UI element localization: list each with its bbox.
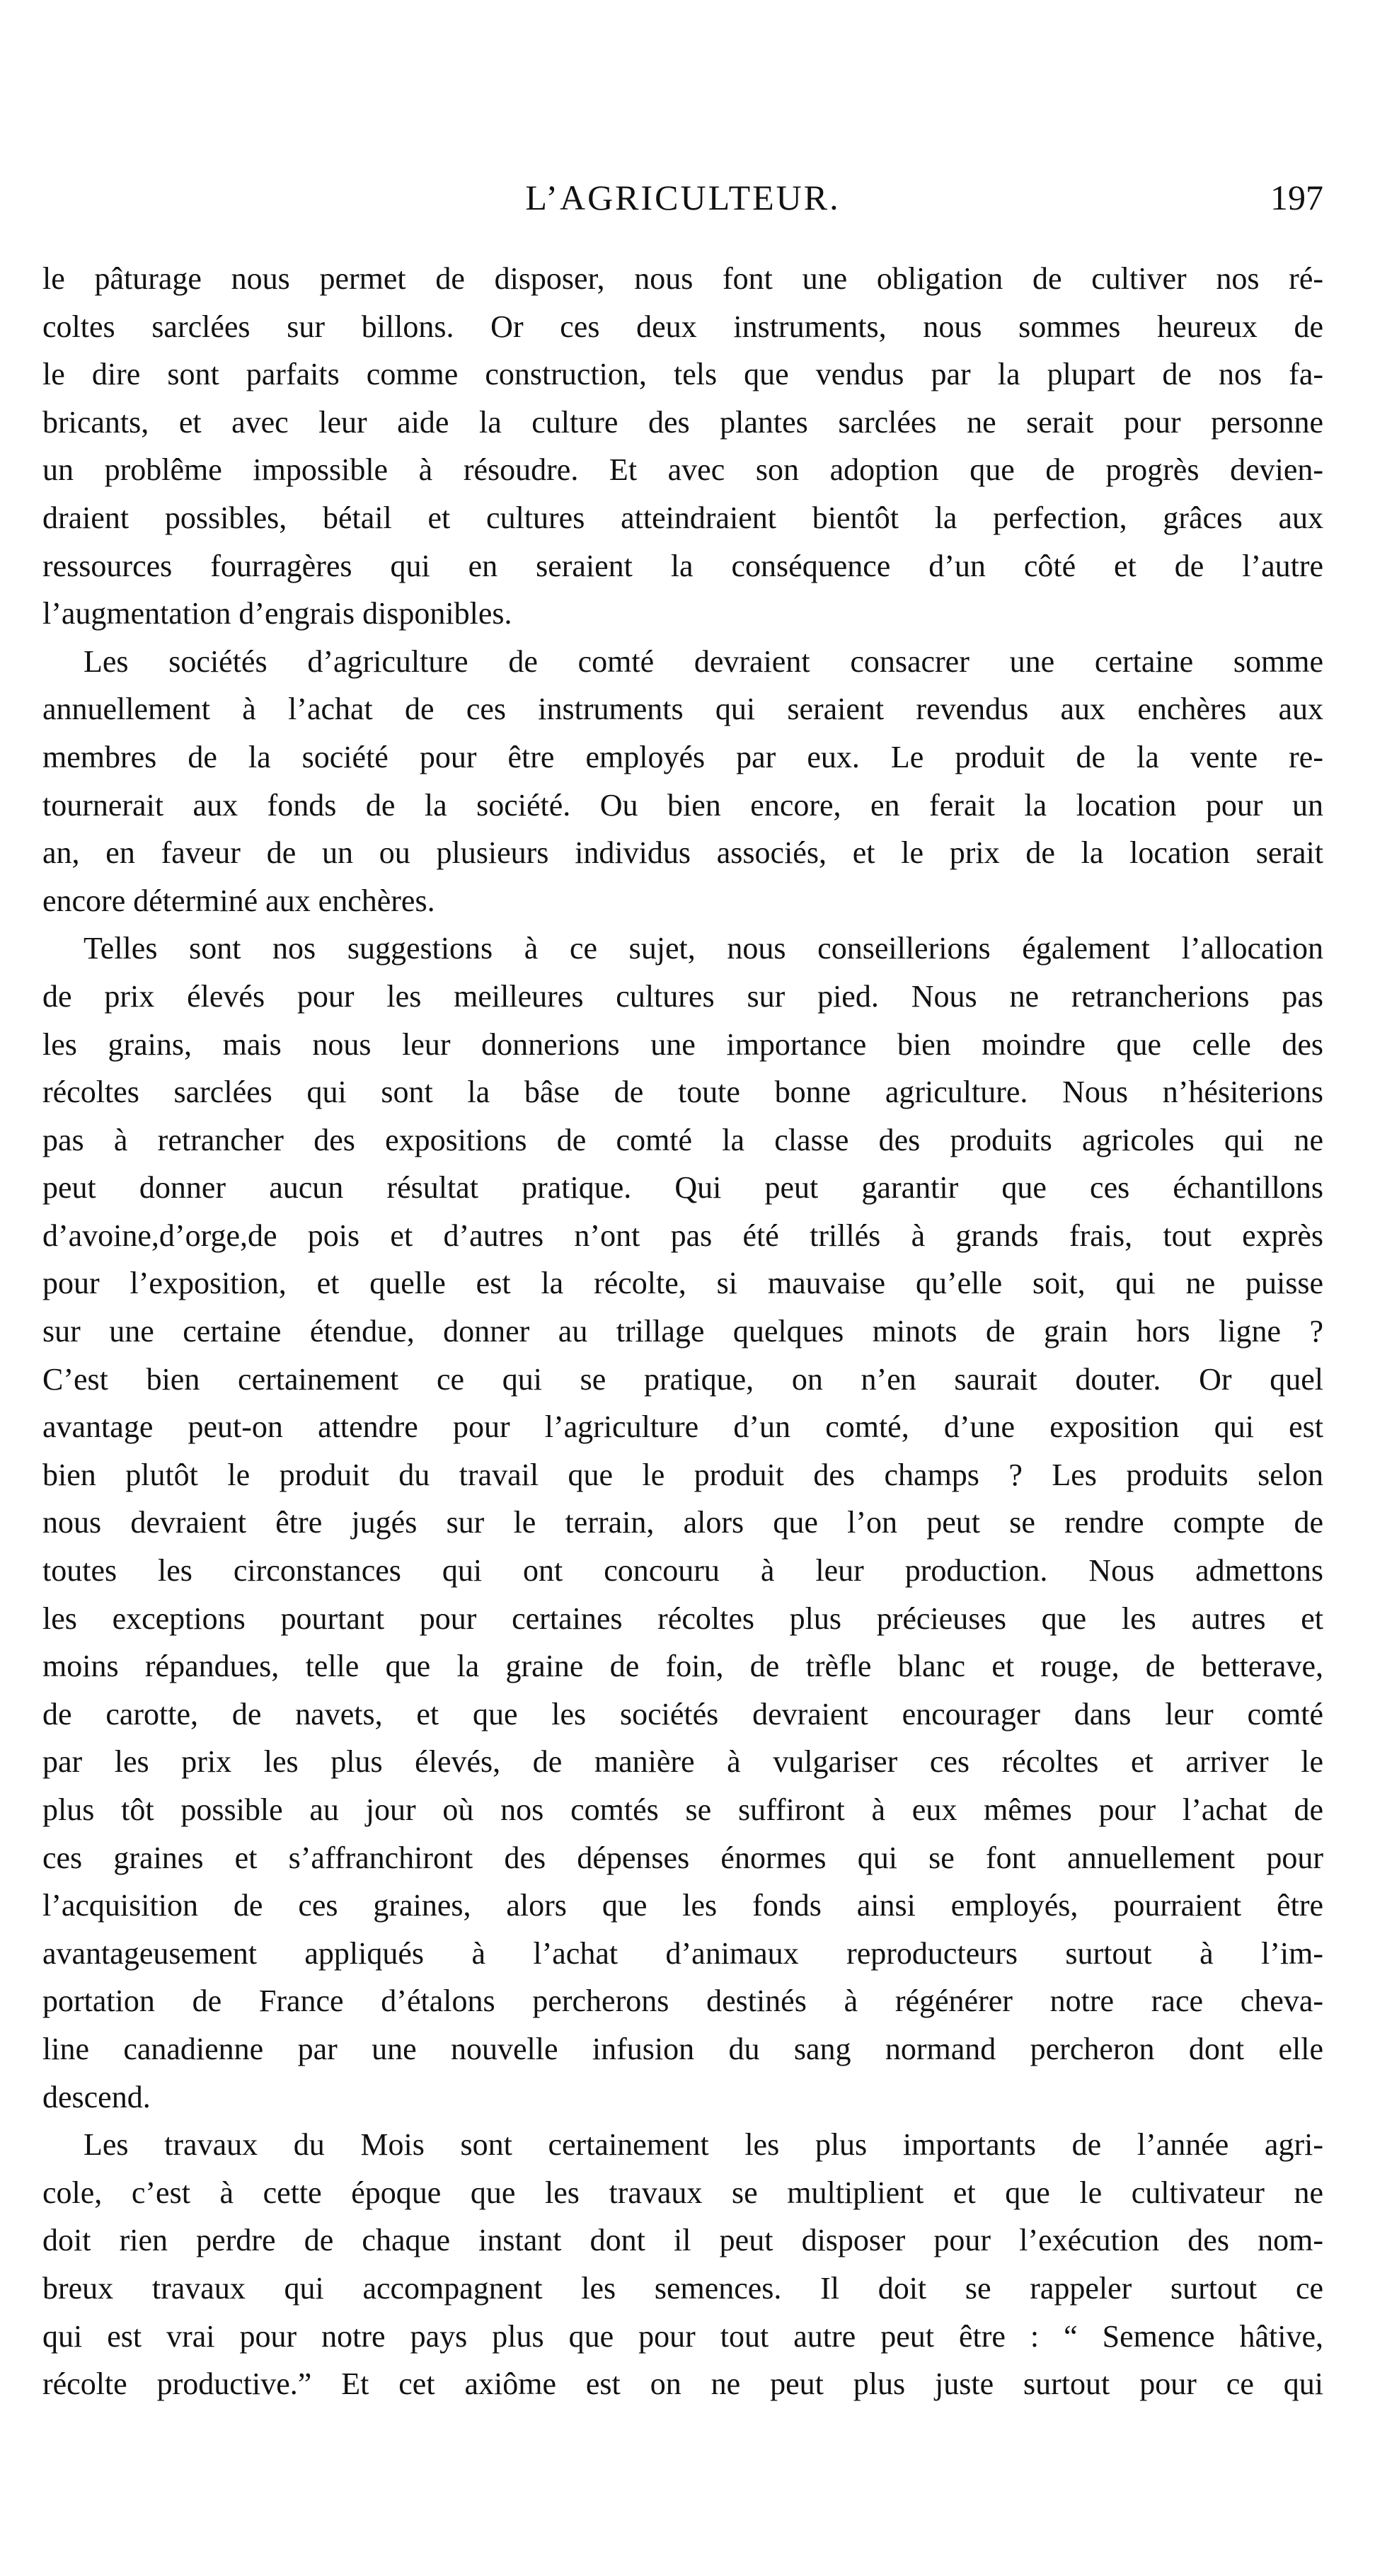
text-line: qui est vrai pour notre pays plus que pour tout autre peut être : “ Semence hâtive, xyxy=(42,2318,1323,2354)
text-line: un problême impossible à résoudre. Et avec son adoption que de progrès devien- xyxy=(42,452,1323,488)
text-line: portation de France d’étalons percherons destinés à régénérer notre race cheva- xyxy=(42,1983,1323,2019)
text-line: pour l’exposition, et quelle est la récolte, si mauvaise qu’elle soit, qui ne puisse xyxy=(42,1266,1323,1301)
text-line: line canadienne par une nouvelle infusion du sang normand percheron dont elle xyxy=(42,2031,1323,2066)
page-number: 197 xyxy=(1270,178,1323,217)
text-line: bien plutôt le produit du travail que le produit des champs ? Les produits selon xyxy=(42,1457,1323,1492)
text-line: cole, c’est à cette époque que les travaux se multiplient et que le cultivateur ne xyxy=(42,2175,1323,2210)
text-line: l’augmentation d’engrais disponibles. xyxy=(42,596,512,631)
text-line: pas à retrancher des expositions de comté la classe des produits agricoles qui ne xyxy=(42,1122,1323,1157)
text-line: draient possibles, bétail et cultures atteindraient bientôt la perfection, grâces aux xyxy=(42,500,1323,535)
text-line: d’avoine,d’orge,de pois et d’autres n’ont pas été trillés à grands frais, tout exprès xyxy=(42,1218,1323,1253)
text-line: les exceptions pourtant pour certaines récoltes plus précieuses que les autres et xyxy=(42,1601,1323,1636)
text-line: récolte productive.” Et cet axiôme est on ne peut plus juste surtout pour ce qui xyxy=(42,2366,1323,2402)
text-line: encore déterminé aux enchères. xyxy=(42,883,435,918)
text-line: Telles sont nos suggestions à ce sujet, nous conseillerions également l’allocation xyxy=(84,931,1323,966)
text-line: récoltes sarclées qui sont la bâse de toute bonne agriculture. Nous n’hésiterions xyxy=(42,1075,1323,1110)
text-line: coltes sarclées sur billons. Or ces deux instruments, nous sommes heureux de xyxy=(42,309,1323,344)
text-line: an, en faveur de un ou plusieurs individus associés, et le prix de la location serait xyxy=(42,835,1323,871)
text-line: Les sociétés d’agriculture de comté devraient consacrer une certaine somme xyxy=(84,643,1323,679)
body-text xyxy=(42,255,1323,2408)
text-line: plus tôt possible au jour où nos comtés se suffiront à eux mêmes pour l’achat de xyxy=(42,1792,1323,1827)
text-line: descend. xyxy=(42,2079,151,2114)
text-line: peut donner aucun résultat pratique. Qui peut garantir que ces échantillons xyxy=(42,1170,1323,1206)
text-line: le dire sont parfaits comme construction, tels que vendus par la plupart de nos fa- xyxy=(42,357,1323,392)
text-line: ces graines et s’affranchiront des dépenses énormes qui se font annuellement pour xyxy=(42,1840,1323,1875)
text-line: par les prix les plus élevés, de manière à vulgariser ces récoltes et arriver le xyxy=(42,1744,1323,1780)
text-line: tournerait aux fonds de la société. Ou bien encore, en ferait la location pour un xyxy=(42,787,1323,823)
text-line: de carotte, de navets, et que les sociétés devraient encourager dans leur comté xyxy=(42,1696,1323,1731)
text-line: annuellement à l’achat de ces instruments qui seraient revendus aux enchères aux xyxy=(42,692,1323,727)
text-line: avantageusement appliqués à l’achat d’animaux reproducteurs surtout à l’im- xyxy=(42,1935,1323,1971)
text-line: breux travaux qui accompagnent les semences. Il doit se rappeler surtout ce xyxy=(42,2270,1323,2306)
text-line: bricants, et avec leur aide la culture des plantes sarclées ne serait pour personne xyxy=(42,404,1323,440)
text-line: de prix élevés pour les meilleures cultures sur pied. Nous ne retrancherions pas xyxy=(42,978,1323,1014)
text-line: nous devraient être jugés sur le terrain, alors que l’on peut se rendre compte de xyxy=(42,1505,1323,1540)
text-line: doit rien perdre de chaque instant dont il peut disposer pour l’exécution des nom- xyxy=(42,2223,1323,2258)
text-line: le pâturage nous permet de disposer, nous font une obligation de cultiver nos ré- xyxy=(42,261,1323,296)
text-line: Les travaux du Mois sont certainement les plus importants de l’année agri- xyxy=(84,2127,1323,2163)
text-line: l’acquisition de ces graines, alors que les fonds ainsi employés, pourraient être xyxy=(42,1888,1323,1923)
running-title: L’AGRICULTEUR. xyxy=(525,178,841,217)
text-line: avantage peut-on attendre pour l’agriculture d’un comté, d’une exposition qui est xyxy=(42,1409,1323,1445)
text-line: sur une certaine étendue, donner au trillage quelques minots de grain hors ligne ? xyxy=(42,1314,1323,1349)
text-line: toutes les circonstances qui ont concouru à leur production. Nous admettons xyxy=(42,1553,1323,1588)
text-line: C’est bien certainement ce qui se pratique, on n’en saurait douter. Or quel xyxy=(42,1361,1323,1397)
text-line: les grains, mais nous leur donnerions une importance bien moindre que celle des xyxy=(42,1026,1323,1062)
text-line: ressources fourragères qui en seraient la conséquence d’un côté et de l’autre xyxy=(42,548,1323,583)
text-line: membres de la société pour être employés par eux. Le produit de la vente re- xyxy=(42,739,1323,774)
text-line: moins répandues, telle que la graine de foin, de trèfle blanc et rouge, de betterave, xyxy=(42,1649,1323,1684)
page-header xyxy=(42,177,1323,234)
